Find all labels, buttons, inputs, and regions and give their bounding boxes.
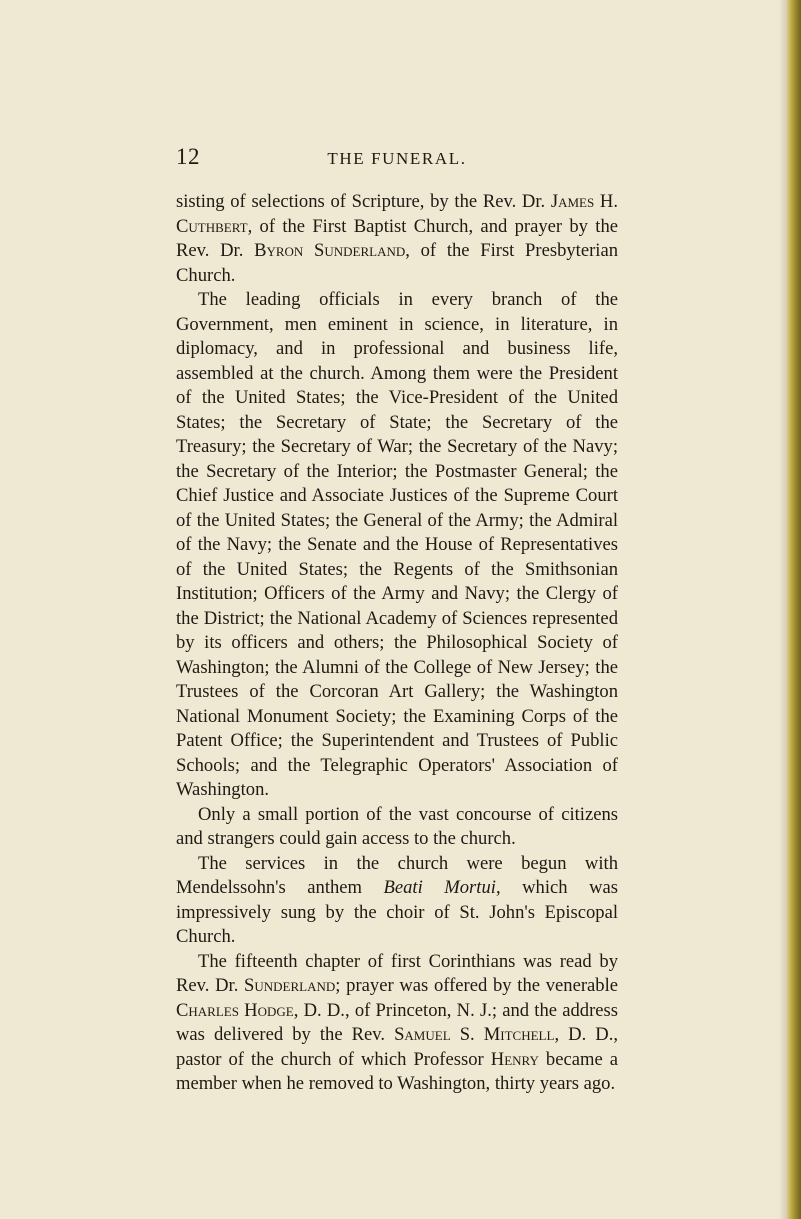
running-head: THE FUNERAL. [327, 149, 467, 168]
text-segment: The services in the church were begun with Mendelssohn's anthem [176, 852, 618, 898]
text-segment: , D. D., pastor of the church of which Professor [176, 1024, 618, 1070]
text-segment: The leading officials in every branch of the Government, men eminent in science, in literature, in diplomacy, and in professional and business life, assembled at the church. Among them were the President of the United States; the Vice-President of the United States; the Secretary of State; the Secretary of the Treasury; the Secretary of War; the Secretary of the Navy; the Secretary of the Interior; the Postmaster General; the Chief Justice and Associate Justices of the Supreme Court of the United States; the General of the Army; the Admiral of the Navy; the Senate and the House of Representatives of the United States; the Regents of the Smithsonian Institution; Officers of the Army and Navy; the Clergy of the District; the National Academy of Sciences represented by its officers and others; the Philosophical Society of Washington; the Alumni of the College of New Jersey; the Trustees of the Corcoran Art Gallery; the Washington National Monument Society; the Examining Corps of the Patent Office; the Superintendent and Trustees of Public Schools; and the Telegraphic Operators' Association of Washington. [176, 289, 618, 800]
text-segment: sisting of selections of Scripture, by the Rev. Dr. [176, 191, 551, 212]
paragraph-continued [176, 190, 618, 288]
text-segment: Only a small portion of the vast concourse of citizens and strangers could gain access to the church. [176, 803, 618, 849]
text-segment: , of the First Baptist Church, and prayer by the Rev. Dr. [176, 215, 618, 261]
paragraph [176, 288, 618, 803]
text-segment: , of the First Presbyterian Church. [176, 240, 618, 286]
text-segment: , which was impressively sung by the choir of St. John's Episcopal Church. [176, 877, 618, 947]
paragraph [176, 852, 618, 950]
person-name: Samuel S. Mitchell [394, 1024, 555, 1045]
text-segment: ; prayer was offered by the venerable [335, 975, 618, 996]
anthem-title: Beati Mortui [383, 877, 496, 898]
person-name: James H. Cuthbert [176, 191, 618, 237]
person-name: Charles Hodge [176, 999, 294, 1021]
person-name: Sunderland [244, 975, 336, 996]
page-number: 12 [176, 144, 200, 169]
body-text [176, 190, 618, 1097]
text-segment: , D. D., of Princeton, N. J.; and the address was delivered by the Rev. [176, 999, 618, 1045]
person-name: Byron Sunderland [254, 240, 406, 261]
paragraph [176, 803, 618, 852]
text-segment: became a member when he removed to Washington, thirty years ago. [176, 1048, 619, 1094]
gilt-page-edge [787, 0, 801, 1219]
text-segment: The fifteenth chapter of first Corinthians was read by Rev. Dr. [176, 950, 618, 996]
page-edge-shadow [779, 0, 787, 1219]
person-name: Henry [490, 1048, 539, 1070]
paragraph [176, 950, 618, 1097]
